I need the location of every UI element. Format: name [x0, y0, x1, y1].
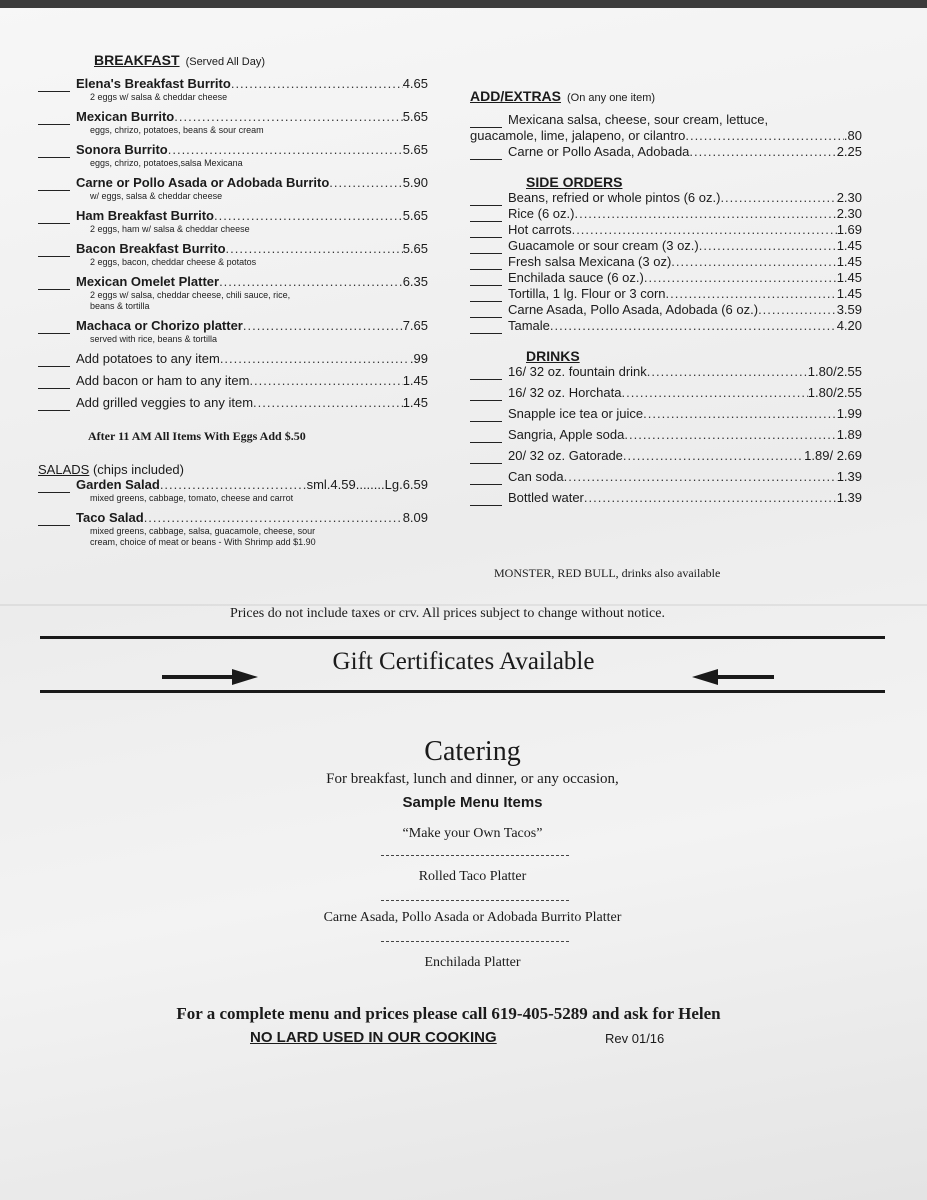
side-item [470, 222, 862, 238]
item-name: Bottled water [508, 490, 584, 505]
item-name: Mexican Omelet Platter [76, 274, 220, 289]
extras-line [470, 112, 862, 128]
item-name: 20/ 32 oz. Gatorade [508, 448, 623, 463]
order-blank [470, 412, 502, 422]
item-name: Ham Breakfast Burrito [76, 208, 214, 223]
extras-line [470, 144, 862, 160]
divider-bottom [40, 690, 885, 693]
item-name: 16/ 32 oz. fountain drink [508, 364, 647, 379]
order-blank [38, 181, 70, 191]
catering-item: Rolled Taco Platter [418, 869, 527, 884]
item-price: 4.20 [836, 318, 862, 333]
item-name: Sangria, Apple soda [508, 427, 625, 442]
order-blank [38, 280, 70, 290]
extras-line [470, 128, 862, 144]
item-price: 1.39 [836, 490, 862, 505]
item-price: 5.65 [402, 241, 428, 256]
order-blank [38, 357, 70, 367]
salads-note: (chips included) [92, 462, 184, 477]
order-blank [470, 324, 502, 334]
order-blank [470, 228, 502, 238]
item-price: 8.09 [402, 510, 428, 525]
extras-heading [470, 88, 862, 106]
call-line: For a complete menu and prices please call 619-405-5289 and ask for Helen [176, 1004, 721, 1023]
side-item [470, 302, 862, 318]
dashed-divider [381, 900, 569, 901]
item-price: 7.65 [402, 318, 428, 333]
catering-item: Carne Asada, Pollo Asada or Adobada Burrito Platter [323, 910, 622, 925]
item-price: 3.59 [836, 302, 862, 317]
item-name: Snapple ice tea or juice [508, 406, 644, 421]
drinks-note: MONSTER, RED BULL, drinks also available [494, 566, 721, 580]
item-name: Fresh salsa Mexicana (3 oz) [508, 254, 672, 269]
item-desc-2: cream, choice of meat or beans - With Shrimp add $1.90 [90, 537, 316, 547]
drink-item [470, 448, 862, 464]
item-name: Beans, refried or whole pintos (6 oz.) [508, 190, 721, 205]
revision-label: Rev 01/16 [605, 1031, 665, 1046]
order-blank [470, 260, 502, 270]
catering-subtitle: For breakfast, lunch and dinner, or any occasion, [326, 771, 619, 787]
order-blank [470, 196, 502, 206]
item-price: .99 [409, 351, 428, 366]
side-orders-title: SIDE ORDERS [526, 174, 623, 190]
extras-list: Mexicana salsa, cheese, sour cream, lettuce, [508, 112, 769, 127]
eggs-note: After 11 AM All Items With Eggs Add $.50 [88, 429, 306, 443]
item-name: Tortilla, 1 lg. Flour or 3 corn [508, 286, 666, 301]
order-blank [470, 308, 502, 318]
breakfast-item [38, 142, 428, 169]
order-blank [38, 401, 70, 411]
item-name: Add bacon or ham to any item [76, 373, 250, 388]
item-price: 1.45 [836, 254, 862, 269]
salads-title: SALADS [38, 462, 90, 477]
item-name: 16/ 32 oz. Horchata [508, 385, 622, 400]
item-price: 1.99 [836, 406, 862, 421]
breakfast-item [38, 274, 428, 312]
item-price: 1.80/2.55 [807, 385, 862, 400]
item-name: Carne or Pollo Asada or Adobada Burrito [76, 175, 330, 190]
order-blank [470, 454, 502, 464]
addon-item [38, 395, 428, 411]
item-price: 1.69 [836, 222, 862, 237]
order-blank [470, 391, 502, 401]
side-item [470, 190, 862, 206]
no-lard-note: NO LARD USED IN OUR COOKING [250, 1029, 497, 1046]
gift-certificates: Gift Certificates Available [332, 648, 595, 675]
item-desc: mixed greens, cabbage, salsa, guacamole, cheese, sour [90, 526, 316, 536]
breakfast-item [38, 109, 428, 136]
breakfast-item [38, 175, 428, 202]
item-price: 5.65 [402, 208, 428, 223]
item-price: 6.35 [402, 274, 428, 289]
order-blank [38, 148, 70, 158]
item-name: Elena's Breakfast Burrito [76, 76, 231, 91]
order-blank [470, 150, 502, 160]
order-blank [470, 475, 502, 485]
item-desc: 2 eggs, ham w/ salsa & cheddar cheese [90, 224, 250, 234]
item-desc: 2 eggs w/ salsa, cheddar cheese, chili sauce, rice, [90, 290, 291, 300]
item-price: 1.45 [402, 373, 428, 388]
order-blank [470, 212, 502, 222]
arrow-left-icon [692, 669, 774, 685]
item-price: 5.65 [402, 142, 428, 157]
item-price: 1.45 [836, 286, 862, 301]
side-item [470, 318, 862, 334]
item-name: Taco Salad [76, 510, 144, 525]
sample-menu-title: Sample Menu Items [402, 794, 543, 811]
item-name: Carne Asada, Pollo Asada, Adobada (6 oz.) [508, 302, 759, 317]
item-price: 1.45 [836, 238, 862, 253]
item-name: Garden Salad [76, 477, 160, 492]
top-edge [0, 0, 927, 8]
item-price: 1.89/ 2.69 [804, 448, 862, 463]
side-item [470, 286, 862, 302]
item-price: 5.90 [402, 175, 428, 190]
item-name: Rice (6 oz.) [508, 206, 575, 221]
item-desc: w/ eggs, salsa & cheddar cheese [90, 191, 223, 201]
catering-item: Enchilada Platter [424, 955, 521, 970]
item-price: 5.65 [402, 109, 428, 124]
item-name: Machaca or Chorizo platter [76, 318, 243, 333]
item-price: sml.4.59........Lg.6.59 [306, 477, 428, 492]
breakfast-item [38, 318, 428, 345]
item-name: Add grilled veggies to any item [76, 395, 254, 410]
breakfast-item [38, 76, 428, 103]
drink-item [470, 364, 862, 380]
catering-title: Catering [424, 736, 521, 767]
item-price: 1.45 [402, 395, 428, 410]
side-item [470, 270, 862, 286]
breakfast-item [38, 208, 428, 235]
order-blank [38, 82, 70, 92]
breakfast-title: BREAKFAST [94, 52, 180, 68]
drink-item [470, 490, 862, 506]
side-item [470, 206, 862, 222]
item-price: 2.30 [836, 190, 862, 205]
order-blank [38, 115, 70, 125]
item-price: 1.45 [836, 270, 862, 285]
item-name: Tamale [508, 318, 550, 333]
addon-item [38, 373, 428, 389]
order-blank [38, 214, 70, 224]
item-desc: 2 eggs, bacon, cheddar cheese & potatos [90, 257, 257, 267]
item-price: 1.80/2.55 [807, 364, 862, 379]
dashed-divider [381, 941, 569, 942]
right-column [470, 88, 862, 506]
breakfast-note: (Served All Day) [185, 56, 266, 68]
side-item [470, 238, 862, 254]
extras-note: (On any one item) [567, 92, 656, 104]
item-price: .80 [843, 128, 862, 143]
arrow-right-icon [162, 669, 258, 685]
item-price: 4.65 [402, 76, 428, 91]
order-blank [470, 276, 502, 286]
item-desc: mixed greens, cabbage, tomato, cheese and carrot [90, 493, 294, 503]
salads-heading [38, 462, 428, 477]
item-price: 2.30 [836, 206, 862, 221]
order-blank [38, 516, 70, 526]
item-price: 1.89 [836, 427, 862, 442]
item-desc-2: beans & tortilla [90, 301, 150, 311]
order-blank [38, 483, 70, 493]
item-price: 2.25 [836, 144, 862, 159]
item-price: 1.39 [836, 469, 862, 484]
drinks-title: DRINKS [526, 348, 580, 364]
item-desc: 2 eggs w/ salsa & cheddar cheese [90, 92, 228, 102]
left-column [38, 52, 428, 548]
extras-carne: Carne or Pollo Asada, Adobada [508, 144, 690, 159]
prices-note: Prices do not include taxes or crv. All prices subject to change without notice. [230, 606, 665, 621]
item-desc: eggs, chrizo, potatoes,salsa Mexicana [90, 158, 243, 168]
dashed-divider [381, 855, 569, 856]
side-item [470, 254, 862, 270]
item-name: Can soda [508, 469, 564, 484]
item-name: Mexican Burrito [76, 109, 175, 124]
extras-title: ADD/EXTRAS [470, 88, 562, 104]
order-blank [38, 379, 70, 389]
item-name: Sonora Burrito [76, 142, 168, 157]
item-desc: eggs, chrizo, potatoes, beans & sour cream [90, 125, 264, 135]
item-name: Add potatoes to any item [76, 351, 220, 366]
divider-top [40, 636, 885, 639]
order-blank [470, 244, 502, 254]
item-name: Enchilada sauce (6 oz.) [508, 270, 644, 285]
order-blank [38, 324, 70, 334]
item-name: Hot carrots [508, 222, 572, 237]
order-blank [470, 370, 502, 380]
drink-item [470, 406, 862, 422]
order-blank [470, 292, 502, 302]
order-blank [38, 247, 70, 257]
order-blank [470, 433, 502, 443]
drink-item [470, 385, 862, 401]
item-desc: served with rice, beans & tortilla [90, 334, 218, 344]
order-blank [470, 118, 502, 128]
extras-list-2: guacamole, lime, jalapeno, or cilantro [470, 128, 686, 143]
drink-item [470, 469, 862, 485]
breakfast-item [38, 241, 428, 268]
catering-item: “Make your Own Tacos” [402, 826, 543, 841]
salad-item [38, 510, 428, 548]
addon-item [38, 351, 428, 367]
breakfast-heading [38, 52, 428, 70]
item-name: Guacamole or sour cream (3 oz.) [508, 238, 699, 253]
item-name: Bacon Breakfast Burrito [76, 241, 226, 256]
drink-item [470, 427, 862, 443]
salad-item [38, 477, 428, 504]
order-blank [470, 496, 502, 506]
